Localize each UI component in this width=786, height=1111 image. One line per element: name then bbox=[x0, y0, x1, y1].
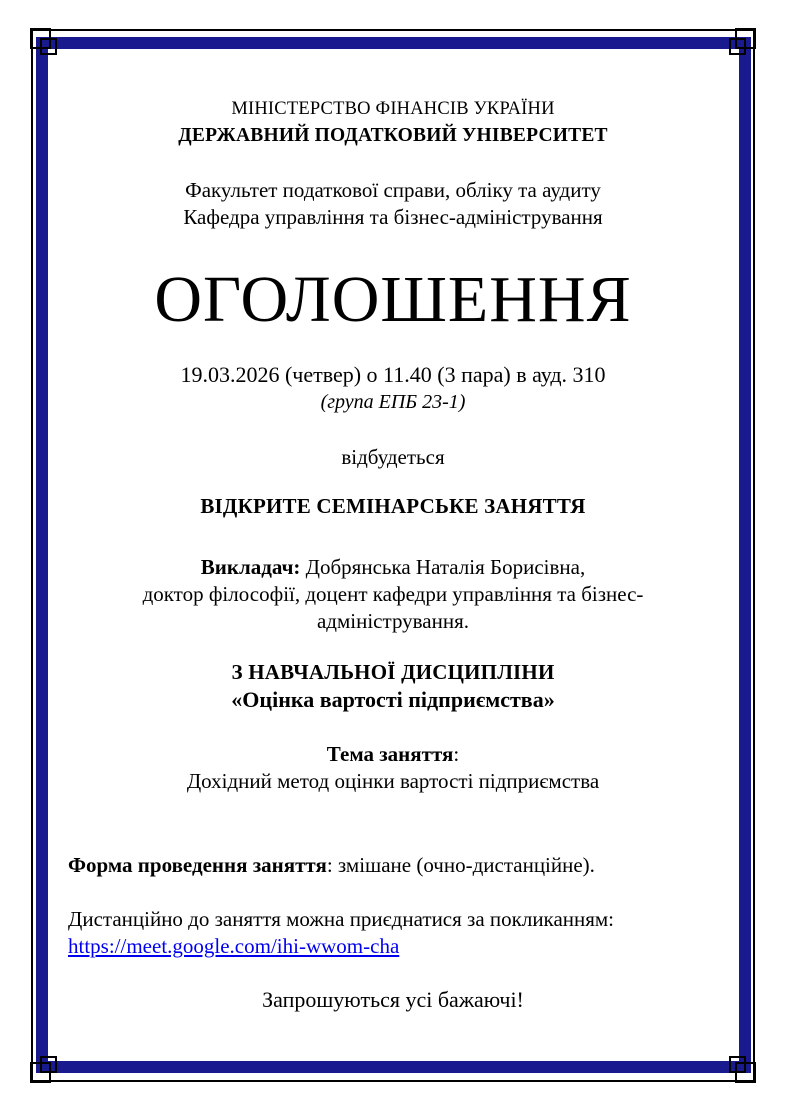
meet-link-line bbox=[50, 933, 736, 960]
university-line: ДЕРЖАВНИЙ ПОДАТКОВИЙ УНІВЕРСИТЕТ bbox=[178, 125, 608, 146]
format-value: : змішане (очно-дистанційне). bbox=[326, 853, 595, 877]
lecturer-line-1 bbox=[50, 554, 736, 581]
group-line: (група ЕПБ 23-1) bbox=[320, 391, 466, 413]
faculty-line: Факультет податкової справи, обліку та аудиту bbox=[185, 178, 601, 202]
department-line: Кафедра управління та бізнес-адміністрування bbox=[183, 205, 603, 229]
datetime-line: 19.03.2026 (четвер) о 11.40 (3 пара) в ауд. 310 bbox=[180, 362, 606, 387]
event-type-line: ВІДКРИТЕ СЕМІНАРСЬКЕ ЗАНЯТТЯ bbox=[200, 494, 586, 518]
lecturer-line-3: адміністрування. bbox=[316, 609, 470, 633]
discipline-label: З НАВЧАЛЬНОЇ ДИСЦИПЛІНИ bbox=[231, 660, 555, 684]
corner-ornament-top-right-inner bbox=[729, 38, 746, 55]
ministry-line: МІНІСТЕРСТВО ФІНАНСІВ УКРАЇНИ bbox=[231, 99, 555, 119]
topic-text-line: Дохідний метод оцінки вартості підприємства bbox=[186, 769, 600, 793]
corner-ornament-bottom-right-inner bbox=[729, 1056, 746, 1073]
remote-join-line: Дистанційно до заняття можна приєднатися за покликанням: bbox=[68, 907, 615, 931]
topic-colon: : bbox=[453, 742, 460, 766]
will-take-place-line: відбудеться bbox=[341, 445, 445, 469]
meet-link[interactable]: https://meet.google.com/ihi-wwom-cha bbox=[68, 934, 400, 958]
corner-ornament-top-left-inner bbox=[40, 38, 57, 55]
lecturer-line-2: доктор філософії, доцент кафедри управління та бізнес- bbox=[142, 582, 644, 606]
format-label: Форма проведення заняття bbox=[68, 853, 327, 877]
topic-label: Тема заняття bbox=[326, 742, 454, 766]
invitation-line: Запрошуються усі бажаючі! bbox=[262, 987, 524, 1012]
lecturer-label: Викладач: bbox=[200, 555, 301, 579]
format-line bbox=[50, 852, 736, 879]
discipline-name: «Оцінка вартості підприємства» bbox=[231, 687, 555, 712]
topic-label-line bbox=[50, 741, 736, 768]
announcement-title: ОГОЛОШЕННЯ bbox=[154, 263, 632, 336]
corner-ornament-bottom-left-inner bbox=[40, 1056, 57, 1073]
lecturer-name: Добрянська Наталія Борисівна, bbox=[300, 555, 586, 579]
